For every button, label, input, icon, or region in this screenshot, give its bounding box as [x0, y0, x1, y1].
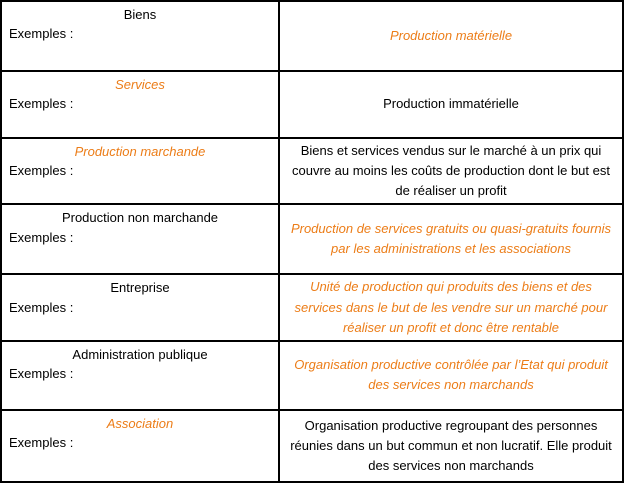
term-cell-services [1, 71, 279, 138]
definition-text: Unité de production qui produits des biens et des services dans le but de les vendre sur un marché pour réaliser un profit et donc être rentable [294, 279, 608, 335]
definitions-table-body [1, 1, 623, 482]
term-cell-production-marchande [1, 138, 279, 204]
definition-text: Production immatérielle [383, 96, 519, 112]
table-row-association [1, 410, 623, 482]
definition-cell-association [279, 410, 623, 482]
definition-cell-production-non-marchande [279, 204, 623, 274]
table-row-production-non-marchande [1, 204, 623, 274]
term-cell-biens [1, 1, 279, 71]
term-label: Services [115, 77, 165, 92]
exemples-label: Exemples : [9, 299, 74, 315]
definition-text: Organisation productive regroupant des personnes réunies dans un but commun et non lucratif. Elle produit des services non marchands [290, 417, 612, 473]
definition-cell-production-marchande [279, 138, 623, 204]
exemples-label: Exemples : [9, 229, 74, 245]
term-cell-association [1, 410, 279, 482]
definition-text: Biens et services vendus sur le marché à un prix qui couvre au moins les coûts de production dont le but est de réaliser un profit [292, 143, 610, 199]
term-label: Association [106, 415, 174, 431]
term-cell-administration-publique [1, 341, 279, 410]
term-label: Administration publique [72, 346, 208, 362]
term-label: Production non marchande [61, 210, 219, 226]
definition-cell-services [279, 71, 623, 138]
exemples-label: Exemples : [9, 96, 74, 112]
exemples-label: Exemples : [9, 26, 74, 42]
definition-cell-administration-publique [279, 341, 623, 410]
term-cell-production-non-marchande [1, 204, 279, 274]
table-row-administration-publique [1, 341, 623, 410]
exemples-label: Exemples : [9, 163, 74, 179]
definition-cell-entreprise [279, 274, 623, 340]
table-row-services [1, 71, 623, 138]
definition-text: Production matérielle [389, 27, 513, 43]
table-row-entreprise [1, 274, 623, 340]
exemples-label: Exemples : [9, 435, 74, 451]
exemples-label: Exemples : [9, 366, 74, 382]
definition-cell-biens [279, 1, 623, 71]
term-label: Production marchande [74, 144, 206, 159]
table-row-biens [1, 1, 623, 71]
definition-text: Production de services gratuits ou quasi-gratuits fournis par les administrations et les associations [290, 221, 612, 257]
term-label: Biens [123, 7, 157, 22]
definition-text: Organisation productive contrôlée par l’Etat qui produit des services non marchands [294, 357, 608, 393]
table-row-production-marchande [1, 138, 623, 204]
term-cell-entreprise [1, 274, 279, 340]
term-label: Entreprise [110, 280, 170, 296]
